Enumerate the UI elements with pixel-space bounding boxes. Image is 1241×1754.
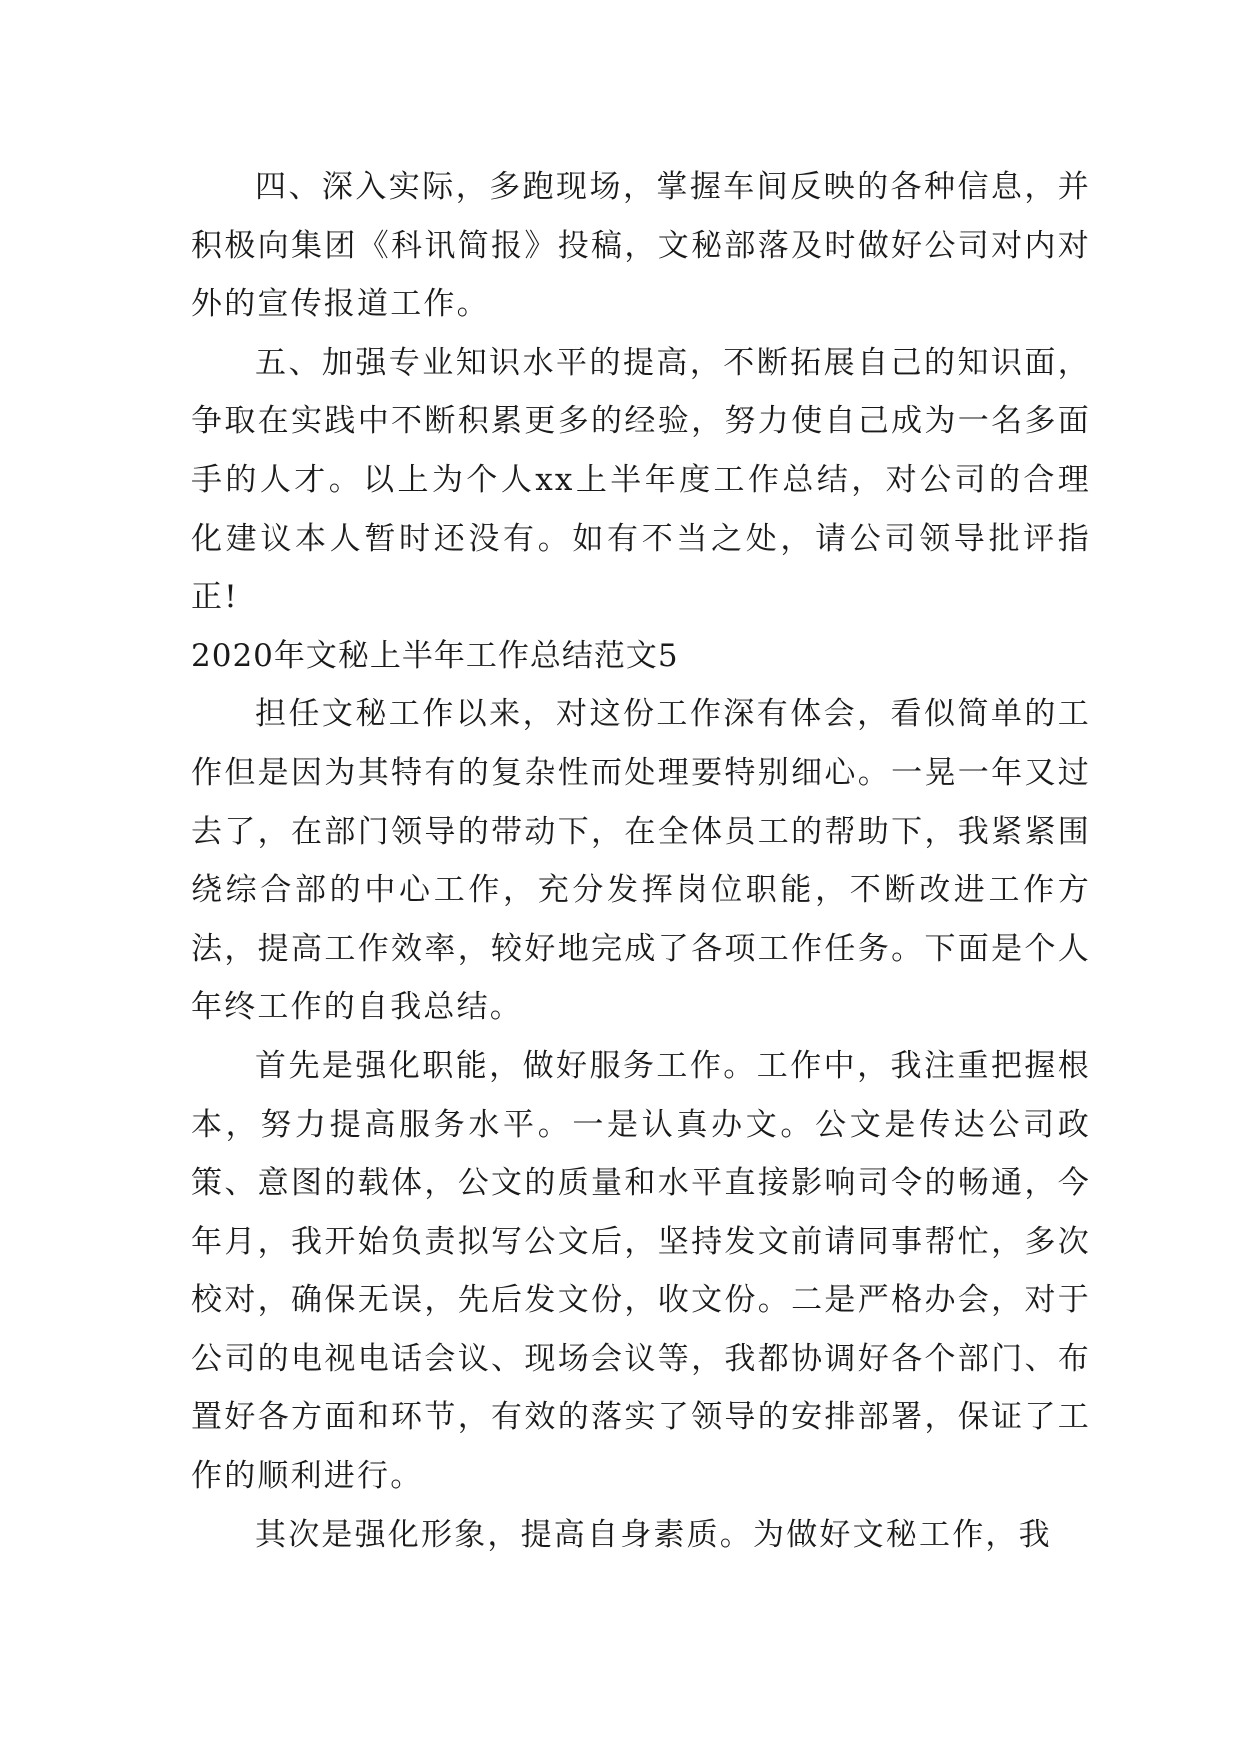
paragraph-intro: 担任文秘工作以来，对这份工作深有体会，看似简单的工作但是因为其特有的复杂性而处理要特别细心。一晃一年又过去了，在部门领导的带动下，在全体员工的帮助下，我紧紧围绕综合部的中心工作，充分发挥岗位职能，不断改进工作方法，提高工作效率，较好地完成了各项工作任务。下面是个人年终工作的自我总结。 (191, 696, 1091, 1026)
paragraph-first: 首先是强化职能，做好服务工作。工作中，我注重把握根本，努力提高服务水平。一是认真办文。公文是传达公司政策、意图的载体，公文的质量和水平直接影响司令的畅通，今年月，我开始负责拟写公文后，坚持发文前请同事帮忙，多次校对，确保无误，先后发文份，收文份。二是严格办会，对于公司的电视电话会议、现场会议等，我都协调好各个部门、布置好各方面和环节，有效的落实了领导的安排部署，保证了工作的顺利进行。 (191, 1047, 1091, 1495)
paragraph-4: 四、深入实际，多跑现场，掌握车间反映的各种信息，并积极向集团《科讯简报》投稿，文秘部落及时做好公司对内对外的宣传报道工作。 (191, 169, 1091, 323)
paragraph-second: 其次是强化形象，提高自身素质。为做好文秘工作，我 (255, 1516, 1052, 1553)
document-body (191, 158, 1091, 1564)
paragraph-5: 五、加强专业知识水平的提高，不断拓展自己的知识面，争取在实践中不断积累更多的经验，努力使自己成为一名多面手的人才。以上为个人xx上半年度工作总结，对公司的合理化建议本人暂时还没有。如有不当之处，请公司领导批评指正! (191, 344, 1091, 616)
section-heading: 2020年文秘上半年工作总结范文5 (191, 637, 679, 674)
